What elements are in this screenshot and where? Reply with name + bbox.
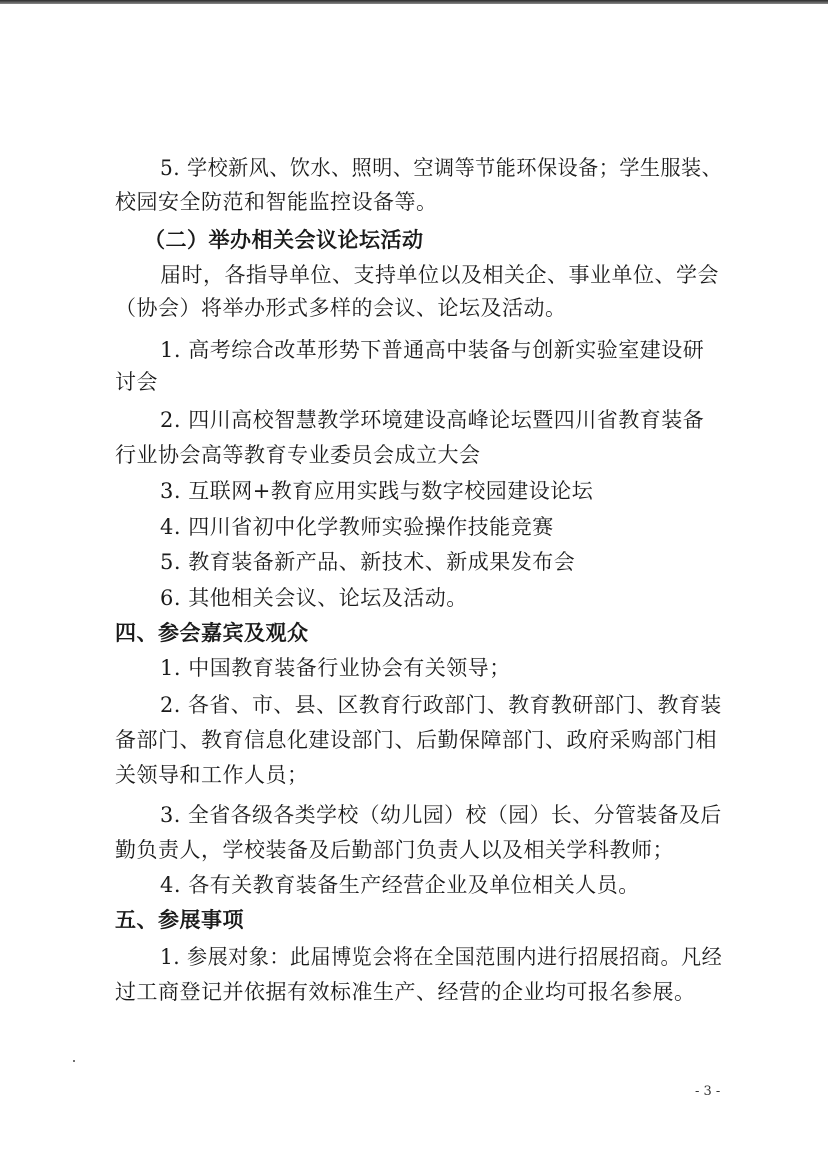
text-line-23: 1. 参展对象：此届博览会将在全国范围内进行招展招商。凡经	[160, 945, 723, 969]
section-heading-5: 五、参展事项	[115, 907, 244, 932]
text-line-12: 5. 教育装备新产品、新技术、新成果发布会	[160, 550, 576, 574]
text-line-9: 行业协会高等教育专业委员会成立大会	[115, 443, 481, 467]
text-line-10: 3. 互联网+教育应用实践与数字校园建设论坛	[160, 479, 594, 503]
text-line-15: 1. 中国教育装备行业协会有关领导；	[160, 656, 511, 680]
text-line-24: 过工商登记并依据有效标准生产、经营的企业均可报名参展。	[115, 980, 696, 1004]
text-line-2: 校园安全防范和智能监控设备等。	[115, 190, 438, 214]
text-line-21: 4. 各有关教育装备生产经营企业及单位相关人员。	[160, 873, 640, 897]
text-line-18: 关领导和工作人员；	[115, 763, 309, 787]
text-line-7: 讨会	[115, 370, 158, 394]
text-line-6: 1. 高考综合改革形势下普通高中装备与创新实验室建设研	[160, 338, 705, 362]
scan-top-edge	[0, 0, 828, 4]
page-number: - 3 -	[695, 1084, 721, 1099]
text-line-8: 2. 四川高校智慧教学环境建设高峰论坛暨四川省教育装备	[160, 408, 705, 432]
section-heading-2: （二）举办相关会议论坛活动	[144, 227, 424, 252]
text-line-20: 勤负责人，学校装备及后勤部门负责人以及相关学科教师；	[115, 838, 674, 862]
text-line-5: （协会）将举办形式多样的会议、论坛及活动。	[115, 296, 567, 320]
section-heading-4: 四、参会嘉宾及观众	[115, 620, 309, 645]
text-line-19: 3. 全省各级各类学校（幼儿园）校（园）长、分管装备及后	[160, 803, 722, 827]
text-line-11: 4. 四川省初中化学教师实验操作技能竞赛	[160, 515, 554, 539]
text-line-13: 6. 其他相关会议、论坛及活动。	[160, 586, 468, 610]
text-line-16: 2. 各省、市、县、区教育行政部门、教育教研部门、教育装	[160, 693, 722, 717]
text-line-4: 届时，各指导单位、支持单位以及相关企、事业单位、学会	[160, 263, 719, 287]
scan-speck	[73, 1060, 75, 1062]
text-line-1: 5. 学校新风、饮水、照明、空调等节能环保设备；学生服装、	[160, 156, 723, 180]
text-line-17: 备部门、教育信息化建设部门、后勤保障部门、政府采购部门相	[115, 728, 717, 752]
